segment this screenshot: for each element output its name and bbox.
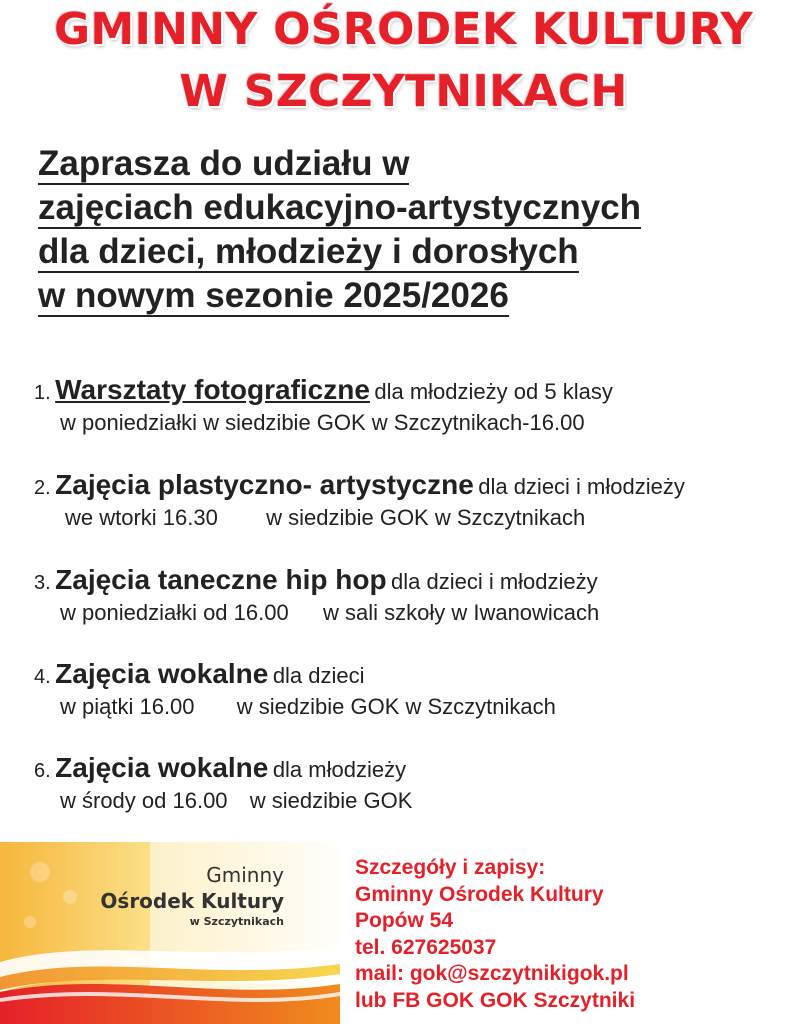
activity-number: 1. bbox=[34, 382, 51, 404]
contact-block bbox=[355, 855, 795, 1015]
activity-number: 6. bbox=[34, 760, 51, 782]
activity-location: w siedzibie GOK bbox=[249, 788, 413, 813]
activity-location: w siedzibie GOK w Szczytnikach bbox=[266, 505, 586, 530]
activity-schedule: we wtorki 16.30 bbox=[65, 505, 218, 530]
logo-line-2: Ośrodek Kultury bbox=[100, 889, 284, 913]
activity-audience: dla dzieci i młodzieży bbox=[478, 474, 685, 499]
contact-organization: Gminny Ośrodek Kultury bbox=[355, 882, 604, 906]
activity-audience: dla młodzieży bbox=[272, 757, 407, 782]
logo-text bbox=[74, 862, 284, 930]
activity-title: Zajęcia wokalne bbox=[55, 752, 269, 783]
invitation-block bbox=[38, 142, 778, 318]
contact-facebook: lub FB GOK GOK Szczytniki bbox=[355, 988, 636, 1012]
activity-item bbox=[34, 372, 807, 438]
gok-logo bbox=[0, 842, 340, 1024]
activity-item bbox=[34, 750, 807, 816]
contact-heading: Szczegóły i zapisy: bbox=[355, 856, 546, 879]
activity-schedule: w poniedziałki od 16.00 bbox=[60, 600, 289, 625]
activity-audience: dla młodzieży od 5 klasy bbox=[374, 379, 613, 404]
activity-title: Warsztaty fotograficzne bbox=[55, 374, 370, 405]
invitation-line: Zaprasza do udziału w bbox=[38, 144, 410, 183]
activity-title: Zajęcia wokalne bbox=[55, 658, 269, 689]
logo-line-1: Gminny bbox=[206, 863, 284, 887]
contact-address: Popów 54 bbox=[355, 909, 454, 933]
activity-title: Zajęcia plastyczno- artystyczne bbox=[55, 469, 474, 500]
activity-item bbox=[34, 467, 807, 533]
activity-schedule: w piątki 16.00 bbox=[60, 694, 195, 719]
activity-number: 3. bbox=[34, 572, 51, 594]
activity-audience: dla dzieci i młodzieży bbox=[391, 569, 598, 594]
activity-location: w sali szkoły w Iwanowicach bbox=[322, 600, 600, 625]
activity-schedule: w poniedziałki w siedzibie GOK w Szczytnikach-16.00 bbox=[60, 410, 585, 435]
invitation-line: zajęciach edukacyjno-artystycznych bbox=[38, 188, 642, 227]
logo-line-3: w Szczytnikach bbox=[189, 915, 284, 928]
page-title-line1: GMINNY OŚRODEK KULTURY bbox=[54, 4, 753, 55]
contact-phone: tel. 627625037 bbox=[355, 935, 497, 959]
invitation-line: w nowym sezonie 2025/2026 bbox=[38, 276, 509, 315]
activity-location: w siedzibie GOK w Szczytnikach bbox=[236, 694, 556, 719]
activity-item bbox=[34, 562, 807, 628]
activity-number: 2. bbox=[34, 477, 51, 499]
activity-audience: dla dzieci bbox=[272, 663, 365, 688]
invitation-line: dla dzieci, młodzieży i dorosłych bbox=[38, 232, 579, 271]
activity-item bbox=[34, 656, 807, 722]
page-title-line2: W SZCZYTNIKACH bbox=[179, 66, 628, 117]
activity-title: Zajęcia taneczne hip hop bbox=[55, 564, 387, 595]
contact-email: mail: gok@szczytnikigok.pl bbox=[355, 962, 629, 986]
activity-number: 4. bbox=[34, 666, 51, 688]
activity-schedule: w środy od 16.00 bbox=[60, 788, 228, 813]
